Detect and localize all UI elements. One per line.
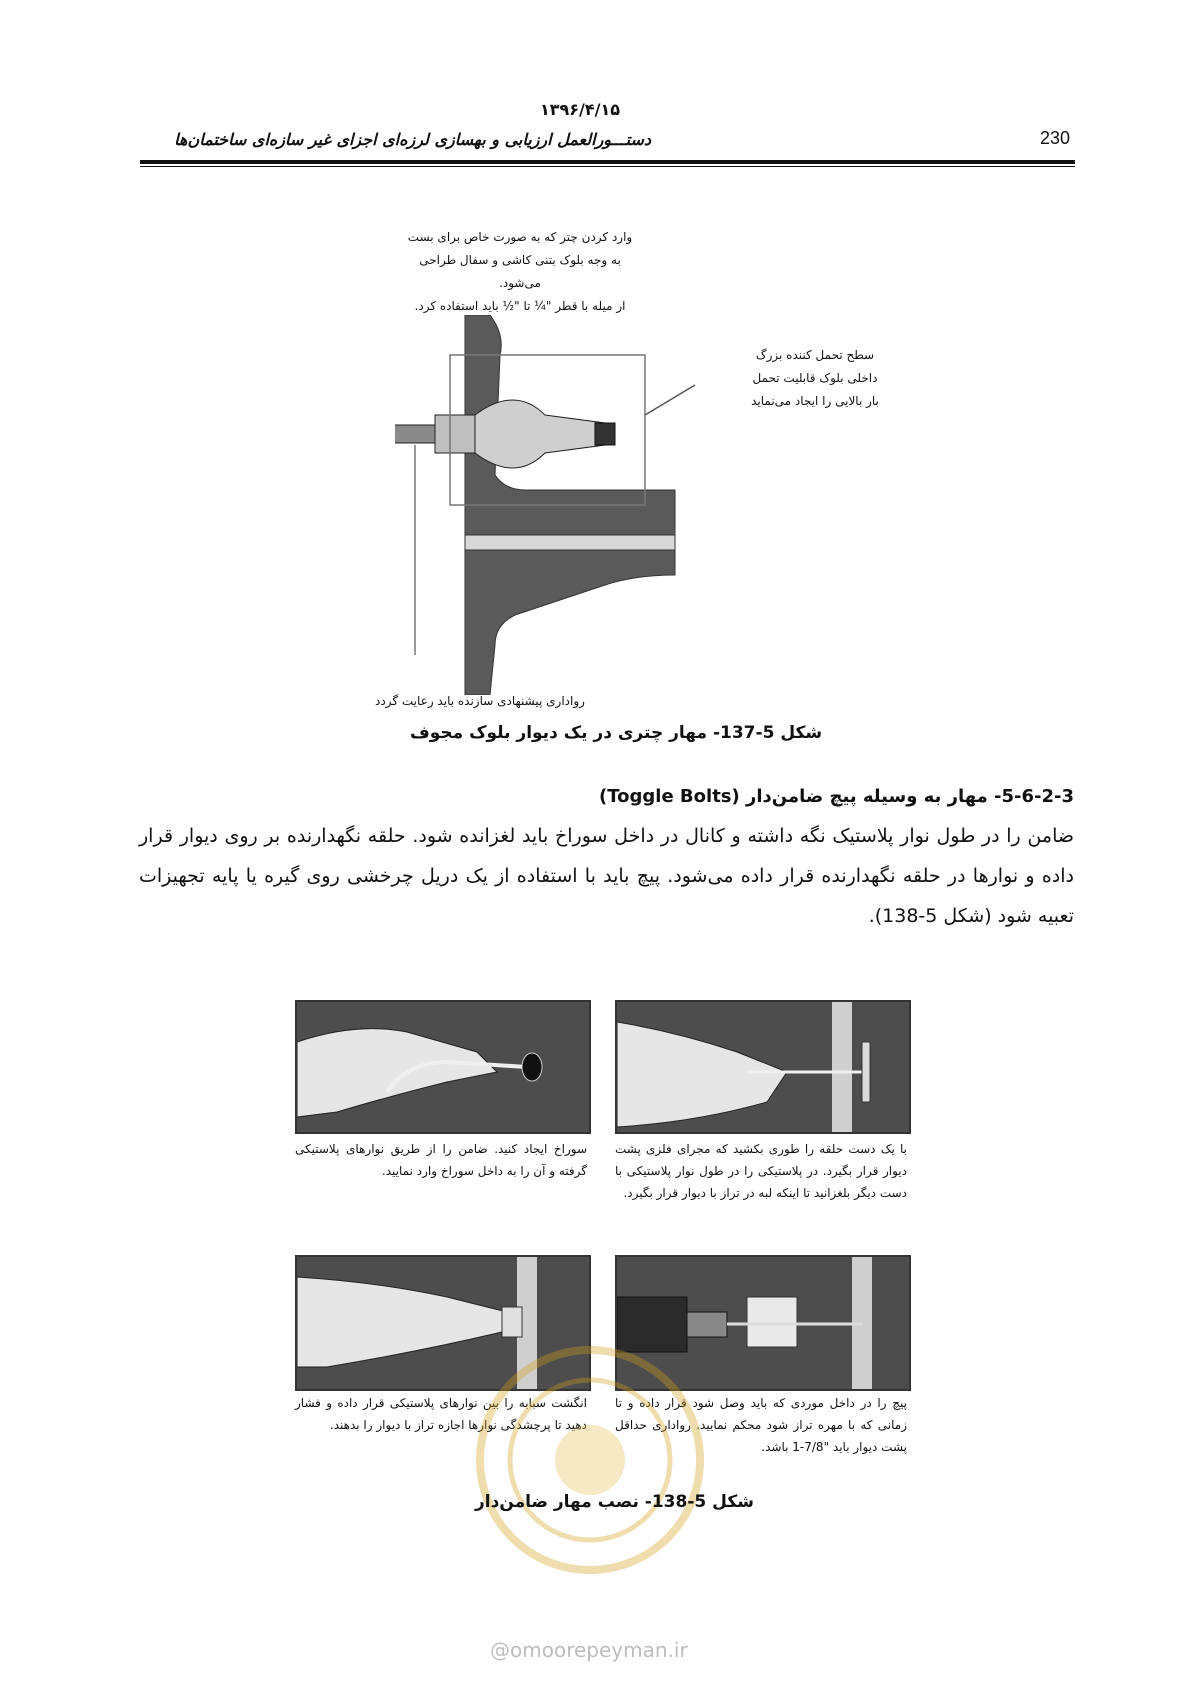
figure137-label-right [730, 344, 900, 413]
figure138-panel-text: انگشت سبابه را بین نوارهای پلاستیکی قرار داده و فشار دهید تا پرچشدگی نوارها اجازه تراز با دیوار را بدهند. [295, 1396, 587, 1432]
figure137-label-top-line: ار میله با قطر "¼ تا "½ باید استفاده کرد. [414, 299, 626, 313]
figure138-panel-text: پیچ را در داخل موردی که باید وصل شود قرار داده و تا زمانی که با مهره تراز شود محکم نمایید. رواداری حداقل پشت دیوار باید "7/8-1 باشد. [615, 1396, 907, 1454]
figure137-label-top-line: وارد کردن چتر که به صورت خاص برای بست [407, 230, 633, 244]
section-heading: 5-6-2-3- مهار به وسیله پیچ ضامن‌دار (Toggle Bolts) [599, 786, 1074, 807]
figure138-panel-text: با یک دست حلقه را طوری بکشید که مجرای فلزی پشت دیوار قرار بگیرد. در پلاستیکی را در طول نوار پلاستیکی با دست دیگر بلغزانید تا اینکه لبه در تراز با دیوار قرار بگیرد. [615, 1142, 907, 1200]
figure137-label-top-line: به وجه بلوک بتنی کاشی و سفال طراحی [419, 253, 621, 267]
watermark-stamp-logo [470, 1340, 710, 1580]
figure137-label-right-line: داخلی بلوک قابلیت تحمل [752, 371, 878, 385]
figure138-panel-insert-image [615, 1000, 911, 1134]
figure138-caption: شکل 5-138- نصب مهار ضامن‌دار [475, 1492, 754, 1512]
hand-illustration [297, 1002, 589, 1132]
section-body: ضامن را در طول نوار پلاستیک نگه داشته و کانال در داخل سوراخ باید لغزانده شود. حلقه نگهدارنده بر روی دیوار قرار داده و نوارها در حلقه نگهدارنده قرار داده می‌شود. پیچ باید با استفاده از یک دریل چرخشی روی گیره یا پایه تجهیزات تعبیه شود (شکل 5-138). [139, 825, 1074, 927]
hand-illustration [617, 1002, 909, 1132]
figure137-label-right-line: بار بالایی را ایجاد می‌نماید [751, 394, 879, 408]
header-rule-thin [140, 166, 1075, 167]
figure137-label-right-line: سطح تحمل کننده بزرگ [755, 348, 875, 362]
figure137-caption: شکل 5-137- مهار چتری در یک دیوار بلوک مجوف [410, 723, 823, 743]
figure138-panel-drill-image [295, 1000, 591, 1134]
header-rule [140, 160, 1075, 164]
page-number: 230 [1040, 128, 1071, 148]
header-title: دستـــورالعمل ارزیابی و بهسازی لرزه‌ای اجزای غیر سازه‌ای ساختمان‌ها [174, 130, 651, 149]
figure137-label-top-line: می‌شود. [499, 276, 541, 290]
figure137-label-bottom: رواداری پیشنهادی سازنده باید رعایت گردد [375, 694, 585, 708]
footer-watermark: @omoorepeyman.ir [490, 1638, 688, 1662]
figure137-illustration [395, 315, 725, 695]
figure138-panel-text: سوراخ ایجاد کنید. ضامن را از طریق نوارهای پلاستیکی گرفته و آن را به داخل سوراخ وارد نمایید. [295, 1142, 587, 1178]
header-date: ۱۳۹۶/۴/۱۵ [539, 100, 621, 119]
figure137-label-top [390, 226, 650, 318]
